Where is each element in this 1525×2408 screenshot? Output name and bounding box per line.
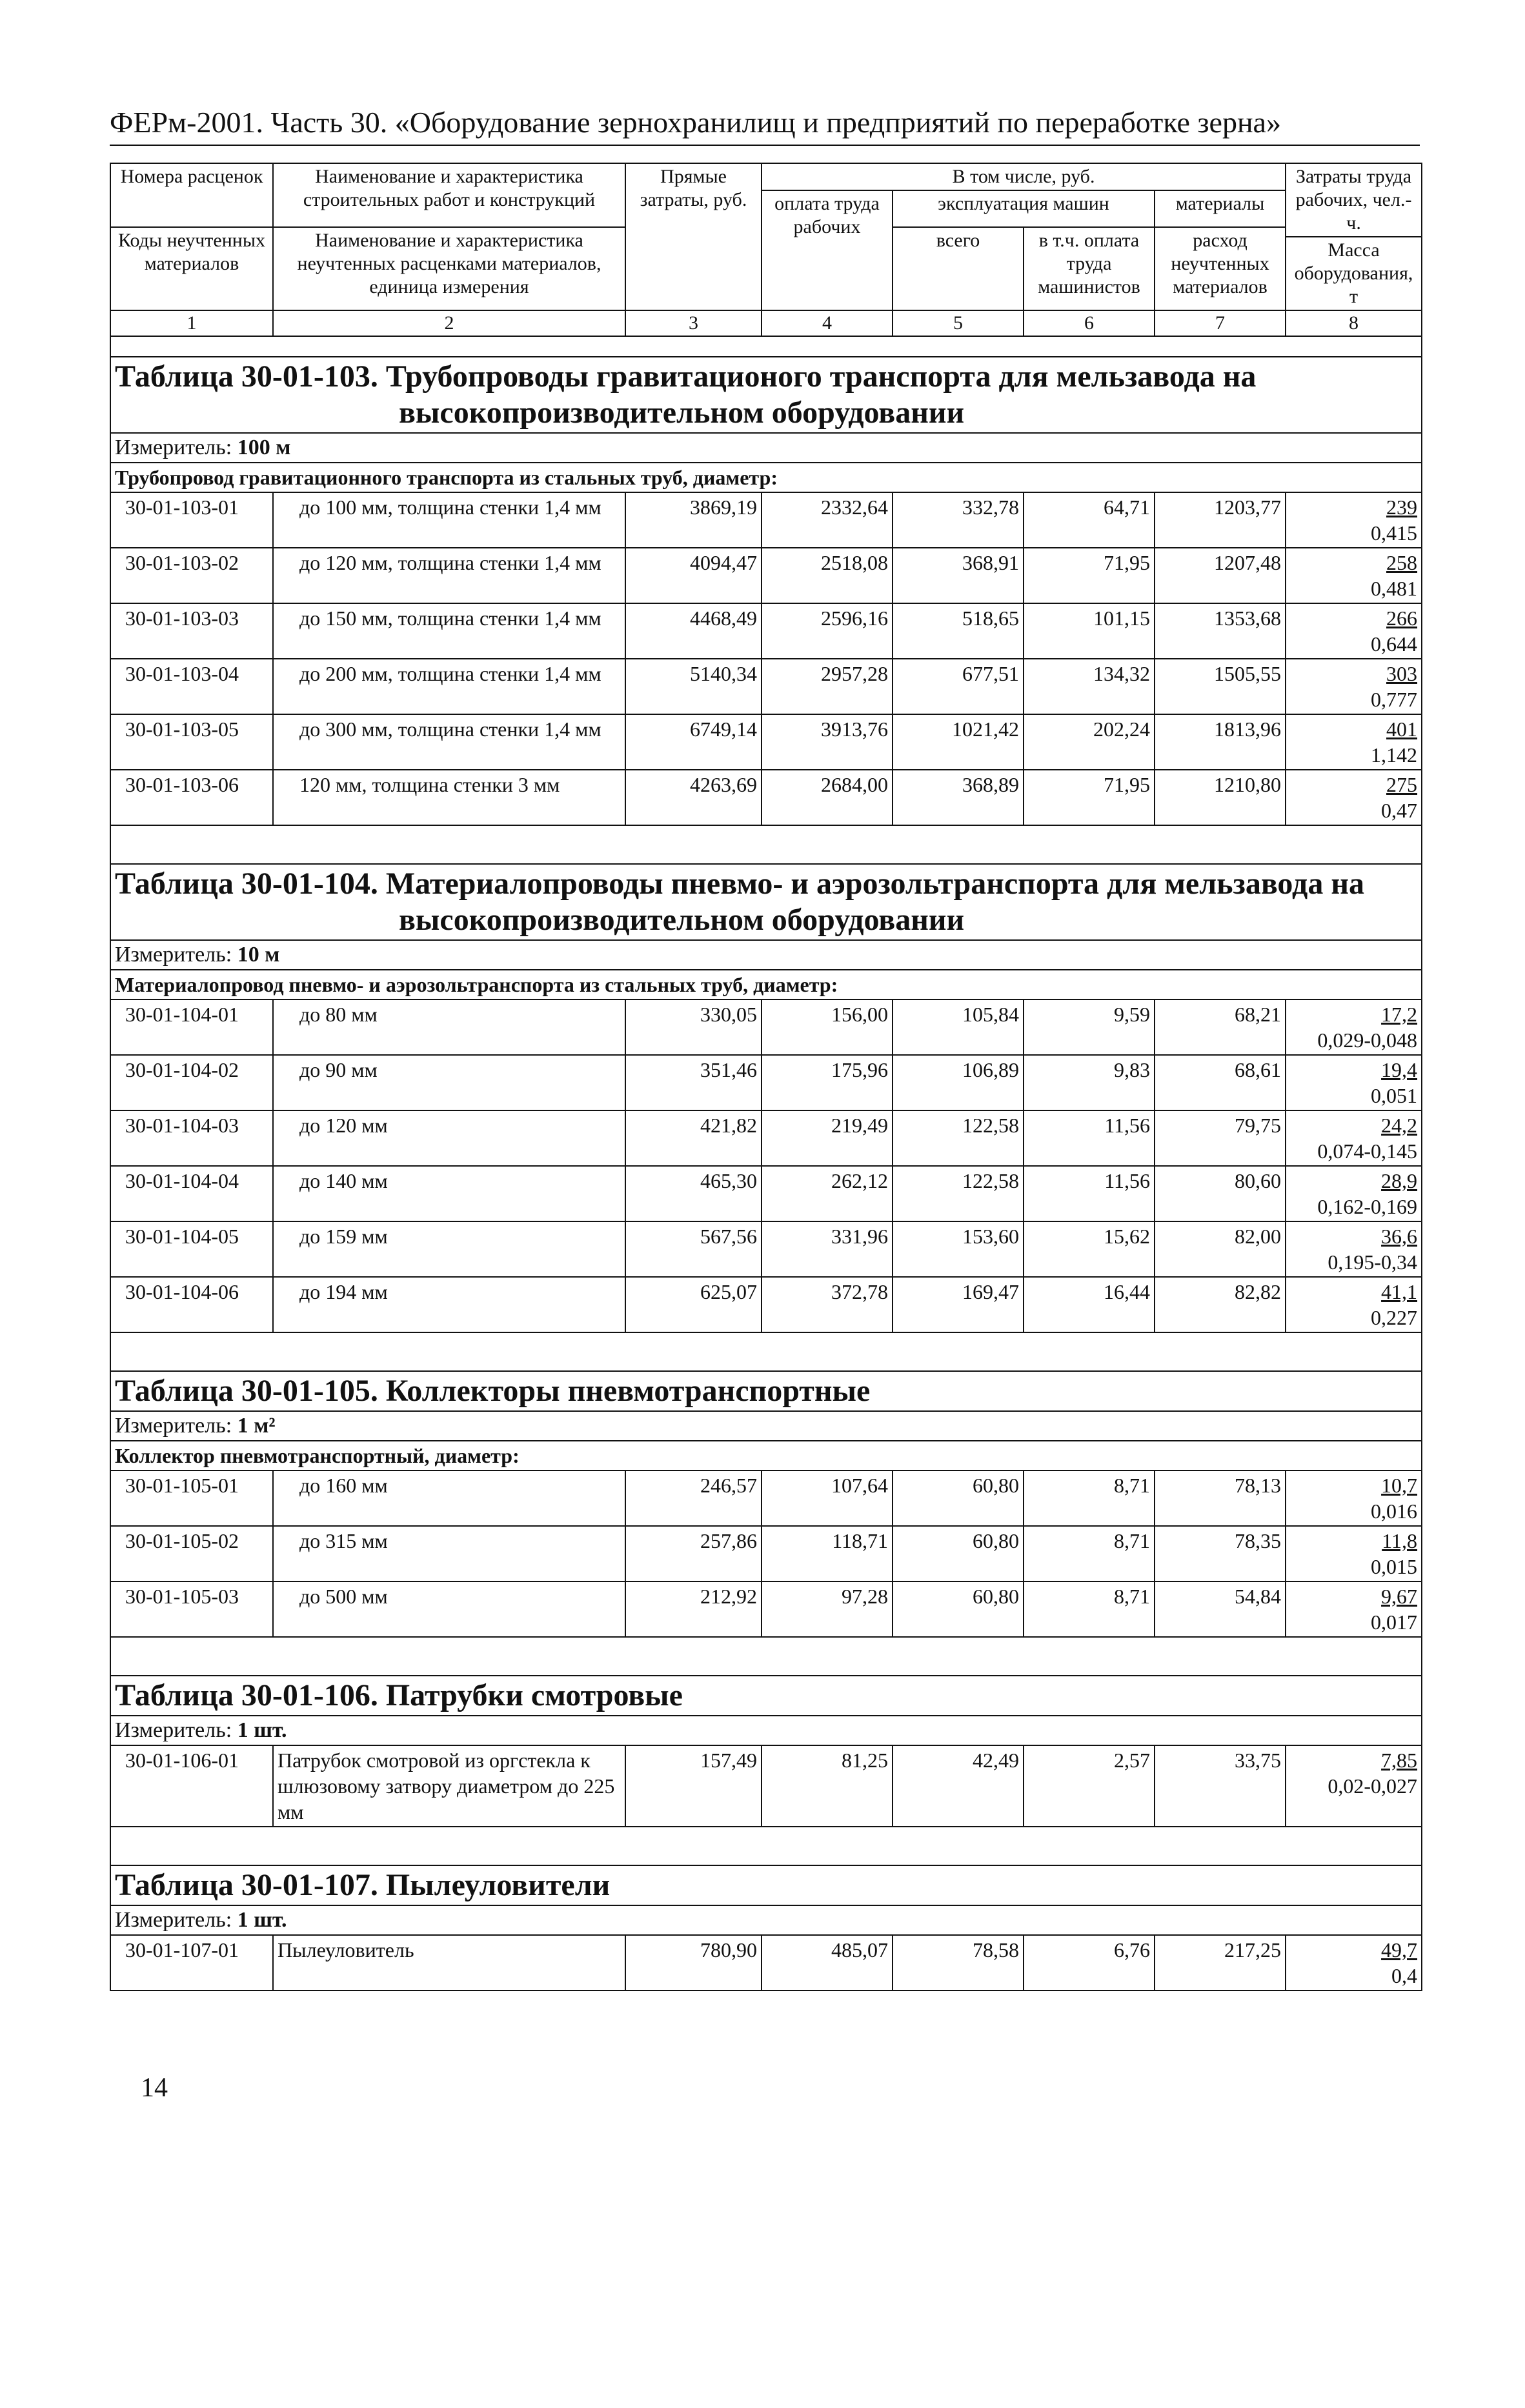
machines-total: 105,84 bbox=[893, 999, 1024, 1055]
rate-code: 30-01-103-01 bbox=[110, 492, 273, 548]
materials-cost: 1207,48 bbox=[1155, 548, 1286, 603]
rate-code: 30-01-103-03 bbox=[110, 603, 273, 659]
labor-hours: 24,2 bbox=[1381, 1114, 1418, 1137]
worker-pay: 2957,28 bbox=[762, 659, 893, 714]
column-number: 7 bbox=[1155, 310, 1286, 336]
page-header: ФЕРм-2001. Часть 30. «Оборудование зернохранилищ и предприятий по переработке зерна» bbox=[110, 105, 1420, 146]
table-row bbox=[110, 1470, 1422, 1526]
labor-hours: 275 bbox=[1386, 773, 1418, 796]
rate-code: 30-01-104-01 bbox=[110, 999, 273, 1055]
unit-row bbox=[110, 433, 1422, 463]
labor-hours: 17,2 bbox=[1381, 1003, 1418, 1026]
group-header-row bbox=[110, 1441, 1422, 1470]
labor-mass-cell bbox=[1286, 770, 1422, 825]
labor-mass-cell bbox=[1286, 1470, 1422, 1526]
col-header-direct-costs: Прямые затраты, руб. bbox=[625, 163, 762, 310]
table-number: Таблица 30-01-103. bbox=[115, 359, 378, 394]
machines-total: 60,80 bbox=[893, 1581, 1024, 1637]
equipment-mass: 0,415 bbox=[1371, 521, 1418, 545]
labor-mass-cell bbox=[1286, 548, 1422, 603]
unit-row bbox=[110, 1716, 1422, 1745]
column-number: 6 bbox=[1024, 310, 1155, 336]
table-title bbox=[110, 1865, 1422, 1905]
labor-mass-cell bbox=[1286, 492, 1422, 548]
materials-cost: 78,35 bbox=[1155, 1526, 1286, 1581]
table-title bbox=[110, 357, 1422, 433]
materials-cost: 1203,77 bbox=[1155, 492, 1286, 548]
labor-hours: 401 bbox=[1386, 717, 1418, 741]
labor-mass-cell bbox=[1286, 659, 1422, 714]
operator-pay: 6,76 bbox=[1024, 1935, 1155, 1991]
table-row bbox=[110, 1055, 1422, 1110]
materials-cost: 1505,55 bbox=[1155, 659, 1286, 714]
equipment-mass: 0,162-0,169 bbox=[1317, 1195, 1418, 1218]
labor-hours: 239 bbox=[1386, 496, 1418, 519]
direct-costs: 157,49 bbox=[625, 1745, 762, 1827]
labor-hours: 266 bbox=[1386, 607, 1418, 630]
equipment-mass: 0,195-0,34 bbox=[1328, 1250, 1418, 1274]
operator-pay: 134,32 bbox=[1024, 659, 1155, 714]
table-row bbox=[110, 492, 1422, 548]
table-title-line1: Коллекторы пневмотранспортные bbox=[385, 1374, 871, 1408]
table-title-line1: Пылеуловители bbox=[385, 1868, 611, 1902]
col-header-codes-bottom: Коды неучтенных материалов bbox=[110, 227, 273, 310]
rate-name: до 120 мм bbox=[273, 1110, 625, 1166]
group-header: Трубопровод гравитационного транспорта из стальных труб, диаметр: bbox=[110, 463, 1422, 492]
spacer-cell bbox=[110, 1332, 1422, 1371]
col-header-machines: эксплуатация машин bbox=[893, 190, 1155, 227]
group-header-row bbox=[110, 463, 1422, 492]
table-title-row bbox=[110, 357, 1422, 433]
materials-cost: 80,60 bbox=[1155, 1166, 1286, 1221]
table-row bbox=[110, 714, 1422, 770]
labor-hours: 7,85 bbox=[1381, 1749, 1418, 1772]
rate-code: 30-01-103-05 bbox=[110, 714, 273, 770]
unit-cell bbox=[110, 1716, 1422, 1745]
table-spacer bbox=[110, 1332, 1422, 1371]
spacer-cell bbox=[110, 1827, 1422, 1865]
rate-name: до 100 мм, толщина стенки 1,4 мм bbox=[273, 492, 625, 548]
machines-total: 518,65 bbox=[893, 603, 1024, 659]
materials-cost: 1813,96 bbox=[1155, 714, 1286, 770]
labor-hours: 303 bbox=[1386, 662, 1418, 685]
equipment-mass: 0,227 bbox=[1371, 1306, 1418, 1329]
machines-total: 42,49 bbox=[893, 1745, 1024, 1827]
spacer-cell bbox=[110, 825, 1422, 864]
operator-pay: 9,59 bbox=[1024, 999, 1155, 1055]
rates-table bbox=[110, 163, 1422, 1991]
col-header-codes-top: Номера расценок bbox=[110, 163, 273, 227]
labor-hours: 19,4 bbox=[1381, 1058, 1418, 1081]
operator-pay: 2,57 bbox=[1024, 1745, 1155, 1827]
table-row bbox=[110, 1581, 1422, 1637]
rate-name: до 140 мм bbox=[273, 1166, 625, 1221]
equipment-mass: 0,029-0,048 bbox=[1317, 1028, 1418, 1052]
direct-costs: 351,46 bbox=[625, 1055, 762, 1110]
column-number: 3 bbox=[625, 310, 762, 336]
column-numbers-row bbox=[110, 310, 1422, 336]
table-spacer bbox=[110, 825, 1422, 864]
unit-cell bbox=[110, 1411, 1422, 1441]
rate-name: Патрубок смотровой из оргстекла к шлюзовому затвору диаметром до 225 мм bbox=[273, 1745, 625, 1827]
table-row bbox=[110, 548, 1422, 603]
operator-pay: 8,71 bbox=[1024, 1526, 1155, 1581]
worker-pay: 331,96 bbox=[762, 1221, 893, 1277]
col-header-operator-pay: в т.ч. оплата труда машинистов bbox=[1024, 227, 1155, 310]
table-title-line1: Патрубки смотровые bbox=[385, 1678, 683, 1712]
unit-label: Измеритель: bbox=[115, 943, 232, 967]
labor-mass-cell bbox=[1286, 1110, 1422, 1166]
materials-cost: 68,61 bbox=[1155, 1055, 1286, 1110]
col-header-name-top: Наименование и характеристика строительных работ и конструкций bbox=[273, 163, 625, 227]
labor-hours: 28,9 bbox=[1381, 1169, 1418, 1192]
worker-pay: 372,78 bbox=[762, 1277, 893, 1332]
direct-costs: 257,86 bbox=[625, 1526, 762, 1581]
rate-name: до 80 мм bbox=[273, 999, 625, 1055]
unit-value: 1 шт. bbox=[237, 1718, 287, 1742]
table-row bbox=[110, 659, 1422, 714]
rate-code: 30-01-104-05 bbox=[110, 1221, 273, 1277]
worker-pay: 262,12 bbox=[762, 1166, 893, 1221]
unit-label: Измеритель: bbox=[115, 1414, 232, 1438]
rate-code: 30-01-104-06 bbox=[110, 1277, 273, 1332]
rate-code: 30-01-105-01 bbox=[110, 1470, 273, 1526]
operator-pay: 15,62 bbox=[1024, 1221, 1155, 1277]
col-header-materials: материалы bbox=[1155, 190, 1286, 227]
group-header: Коллектор пневмотранспортный, диаметр: bbox=[110, 1441, 1422, 1470]
direct-costs: 246,57 bbox=[625, 1470, 762, 1526]
labor-hours: 9,67 bbox=[1381, 1585, 1418, 1608]
column-number: 8 bbox=[1286, 310, 1422, 336]
table-row bbox=[110, 770, 1422, 825]
rate-code: 30-01-103-02 bbox=[110, 548, 273, 603]
rate-name: до 160 мм bbox=[273, 1470, 625, 1526]
worker-pay: 219,49 bbox=[762, 1110, 893, 1166]
table-number: Таблица 30-01-105. bbox=[115, 1374, 378, 1408]
materials-cost: 82,82 bbox=[1155, 1277, 1286, 1332]
unit-value: 1 шт. bbox=[237, 1908, 287, 1932]
operator-pay: 8,71 bbox=[1024, 1581, 1155, 1637]
materials-cost: 79,75 bbox=[1155, 1110, 1286, 1166]
equipment-mass: 0,051 bbox=[1371, 1084, 1418, 1107]
worker-pay: 485,07 bbox=[762, 1935, 893, 1991]
operator-pay: 101,15 bbox=[1024, 603, 1155, 659]
labor-hours: 36,6 bbox=[1381, 1225, 1418, 1248]
column-number: 2 bbox=[273, 310, 625, 336]
equipment-mass: 0,015 bbox=[1371, 1555, 1418, 1578]
worker-pay: 175,96 bbox=[762, 1055, 893, 1110]
labor-mass-cell bbox=[1286, 1526, 1422, 1581]
materials-cost: 68,21 bbox=[1155, 999, 1286, 1055]
worker-pay: 97,28 bbox=[762, 1581, 893, 1637]
unit-value: 1 м² bbox=[237, 1414, 276, 1438]
rate-code: 30-01-106-01 bbox=[110, 1745, 273, 1827]
rate-name: 120 мм, толщина стенки 3 мм bbox=[273, 770, 625, 825]
operator-pay: 11,56 bbox=[1024, 1166, 1155, 1221]
labor-mass-cell bbox=[1286, 1745, 1422, 1827]
rate-code: 30-01-104-03 bbox=[110, 1110, 273, 1166]
worker-pay: 2518,08 bbox=[762, 548, 893, 603]
labor-mass-cell bbox=[1286, 999, 1422, 1055]
unit-label: Измеритель: bbox=[115, 436, 232, 459]
group-header-row bbox=[110, 970, 1422, 999]
table-title-line2: высокопроизводительном оборудовании bbox=[399, 903, 965, 937]
unit-value: 100 м bbox=[237, 436, 291, 459]
col-header-name-bottom: Наименование и характеристика неучтенных расценками материалов, единица измерения bbox=[273, 227, 625, 310]
labor-mass-cell bbox=[1286, 1935, 1422, 1991]
column-header-row-1 bbox=[110, 163, 1422, 190]
rate-code: 30-01-104-02 bbox=[110, 1055, 273, 1110]
direct-costs: 567,56 bbox=[625, 1221, 762, 1277]
table-row bbox=[110, 1221, 1422, 1277]
table-number: Таблица 30-01-106. bbox=[115, 1678, 378, 1712]
materials-cost: 82,00 bbox=[1155, 1221, 1286, 1277]
materials-cost: 1210,80 bbox=[1155, 770, 1286, 825]
machines-total: 78,58 bbox=[893, 1935, 1024, 1991]
equipment-mass: 0,47 bbox=[1381, 799, 1418, 822]
unit-cell bbox=[110, 940, 1422, 970]
table-row bbox=[110, 1110, 1422, 1166]
unit-row bbox=[110, 1411, 1422, 1441]
operator-pay: 16,44 bbox=[1024, 1277, 1155, 1332]
table-row bbox=[110, 1166, 1422, 1221]
machines-total: 106,89 bbox=[893, 1055, 1024, 1110]
machines-total: 368,91 bbox=[893, 548, 1024, 603]
col-header-machines-total: всего bbox=[893, 227, 1024, 310]
unit-value: 10 м bbox=[237, 943, 280, 967]
rate-name: до 300 мм, толщина стенки 1,4 мм bbox=[273, 714, 625, 770]
spacer-cell bbox=[110, 1637, 1422, 1676]
worker-pay: 2596,16 bbox=[762, 603, 893, 659]
direct-costs: 421,82 bbox=[625, 1110, 762, 1166]
equipment-mass: 0,017 bbox=[1371, 1610, 1418, 1634]
rate-code: 30-01-105-02 bbox=[110, 1526, 273, 1581]
table-title-line1: Трубопроводы гравитационого транспорта для мельзавода на bbox=[385, 359, 1257, 394]
table-number: Таблица 30-01-104. bbox=[115, 867, 378, 901]
col-header-equipment-mass: Масса оборудования, т bbox=[1286, 237, 1422, 310]
machines-total: 169,47 bbox=[893, 1277, 1024, 1332]
materials-cost: 1353,68 bbox=[1155, 603, 1286, 659]
labor-mass-cell bbox=[1286, 1055, 1422, 1110]
machines-total: 368,89 bbox=[893, 770, 1024, 825]
table-spacer bbox=[110, 1637, 1422, 1676]
labor-mass-cell bbox=[1286, 1166, 1422, 1221]
table-row bbox=[110, 603, 1422, 659]
table-title bbox=[110, 864, 1422, 940]
direct-costs: 780,90 bbox=[625, 1935, 762, 1991]
direct-costs: 330,05 bbox=[625, 999, 762, 1055]
materials-cost: 217,25 bbox=[1155, 1935, 1286, 1991]
col-header-including: В том числе, руб. bbox=[762, 163, 1286, 190]
materials-cost: 33,75 bbox=[1155, 1745, 1286, 1827]
table-row bbox=[110, 1745, 1422, 1827]
equipment-mass: 0,016 bbox=[1371, 1500, 1418, 1523]
rate-name: до 150 мм, толщина стенки 1,4 мм bbox=[273, 603, 625, 659]
labor-hours: 49,7 bbox=[1381, 1938, 1418, 1962]
machines-total: 60,80 bbox=[893, 1470, 1024, 1526]
table-title bbox=[110, 1676, 1422, 1716]
machines-total: 677,51 bbox=[893, 659, 1024, 714]
labor-hours: 11,8 bbox=[1382, 1529, 1418, 1552]
operator-pay: 71,95 bbox=[1024, 770, 1155, 825]
direct-costs: 3869,19 bbox=[625, 492, 762, 548]
rate-name: до 120 мм, толщина стенки 1,4 мм bbox=[273, 548, 625, 603]
labor-mass-cell bbox=[1286, 1581, 1422, 1637]
table-row bbox=[110, 1277, 1422, 1332]
table-title-row bbox=[110, 1371, 1422, 1411]
machines-total: 60,80 bbox=[893, 1526, 1024, 1581]
worker-pay: 156,00 bbox=[762, 999, 893, 1055]
rate-name: до 500 мм bbox=[273, 1581, 625, 1637]
direct-costs: 5140,34 bbox=[625, 659, 762, 714]
col-header-labor-hours: Затраты труда рабочих, чел.-ч. bbox=[1286, 163, 1422, 237]
operator-pay: 8,71 bbox=[1024, 1470, 1155, 1526]
direct-costs: 4468,49 bbox=[625, 603, 762, 659]
rate-code: 30-01-103-04 bbox=[110, 659, 273, 714]
column-number: 1 bbox=[110, 310, 273, 336]
direct-costs: 4263,69 bbox=[625, 770, 762, 825]
labor-hours: 10,7 bbox=[1381, 1474, 1418, 1497]
operator-pay: 71,95 bbox=[1024, 548, 1155, 603]
labor-mass-cell bbox=[1286, 603, 1422, 659]
spacer-cell bbox=[110, 336, 1422, 357]
operator-pay: 64,71 bbox=[1024, 492, 1155, 548]
machines-total: 1021,42 bbox=[893, 714, 1024, 770]
table-spacer bbox=[110, 1827, 1422, 1865]
worker-pay: 3913,76 bbox=[762, 714, 893, 770]
column-number: 4 bbox=[762, 310, 893, 336]
column-number: 5 bbox=[893, 310, 1024, 336]
worker-pay: 81,25 bbox=[762, 1745, 893, 1827]
rate-name: до 159 мм bbox=[273, 1221, 625, 1277]
worker-pay: 2332,64 bbox=[762, 492, 893, 548]
unit-cell bbox=[110, 1905, 1422, 1935]
machines-total: 332,78 bbox=[893, 492, 1024, 548]
operator-pay: 202,24 bbox=[1024, 714, 1155, 770]
unit-cell bbox=[110, 433, 1422, 463]
unit-row bbox=[110, 940, 1422, 970]
table-title-line2: высокопроизводительном оборудовании bbox=[399, 396, 965, 430]
rate-name: до 90 мм bbox=[273, 1055, 625, 1110]
materials-cost: 54,84 bbox=[1155, 1581, 1286, 1637]
materials-cost: 78,13 bbox=[1155, 1470, 1286, 1526]
equipment-mass: 0,644 bbox=[1371, 632, 1418, 656]
page-number: 14 bbox=[141, 2073, 168, 2103]
unit-label: Измеритель: bbox=[115, 1908, 232, 1932]
direct-costs: 4094,47 bbox=[625, 548, 762, 603]
labor-hours: 258 bbox=[1386, 551, 1418, 574]
rate-name: до 315 мм bbox=[273, 1526, 625, 1581]
machines-total: 153,60 bbox=[893, 1221, 1024, 1277]
equipment-mass: 1,142 bbox=[1371, 743, 1418, 767]
rate-name: до 200 мм, толщина стенки 1,4 мм bbox=[273, 659, 625, 714]
rate-name: Пылеуловитель bbox=[273, 1935, 625, 1991]
direct-costs: 625,07 bbox=[625, 1277, 762, 1332]
labor-mass-cell bbox=[1286, 714, 1422, 770]
operator-pay: 9,83 bbox=[1024, 1055, 1155, 1110]
col-header-material-use: расход неучтенных материалов bbox=[1155, 227, 1286, 310]
table-title bbox=[110, 1371, 1422, 1411]
table-title-line1: Материалопроводы пневмо- и аэрозольтранспорта для мельзавода на bbox=[385, 867, 1364, 901]
direct-costs: 465,30 bbox=[625, 1166, 762, 1221]
rate-name: до 194 мм bbox=[273, 1277, 625, 1332]
direct-costs: 6749,14 bbox=[625, 714, 762, 770]
group-header: Материалопровод пневмо- и аэрозольтранспорта из стальных труб, диаметр: bbox=[110, 970, 1422, 999]
equipment-mass: 0,777 bbox=[1371, 688, 1418, 711]
operator-pay: 11,56 bbox=[1024, 1110, 1155, 1166]
col-header-worker-pay: оплата труда рабочих bbox=[762, 190, 893, 310]
unit-row bbox=[110, 1905, 1422, 1935]
rates-table-frame bbox=[110, 163, 1421, 2408]
direct-costs: 212,92 bbox=[625, 1581, 762, 1637]
table-title-row bbox=[110, 1865, 1422, 1905]
table-row bbox=[110, 999, 1422, 1055]
table-row bbox=[110, 1935, 1422, 1991]
table-number: Таблица 30-01-107. bbox=[115, 1868, 378, 1902]
table-title-row bbox=[110, 1676, 1422, 1716]
table-spacer bbox=[110, 336, 1422, 357]
equipment-mass: 0,481 bbox=[1371, 577, 1418, 600]
equipment-mass: 0,4 bbox=[1391, 1964, 1418, 1987]
worker-pay: 2684,00 bbox=[762, 770, 893, 825]
rate-code: 30-01-107-01 bbox=[110, 1935, 273, 1991]
machines-total: 122,58 bbox=[893, 1166, 1024, 1221]
rate-code: 30-01-105-03 bbox=[110, 1581, 273, 1637]
table-title-row bbox=[110, 864, 1422, 940]
equipment-mass: 0,074-0,145 bbox=[1317, 1139, 1418, 1163]
labor-hours: 41,1 bbox=[1381, 1280, 1418, 1303]
table-row bbox=[110, 1526, 1422, 1581]
unit-label: Измеритель: bbox=[115, 1718, 232, 1742]
labor-mass-cell bbox=[1286, 1277, 1422, 1332]
worker-pay: 107,64 bbox=[762, 1470, 893, 1526]
equipment-mass: 0,02-0,027 bbox=[1328, 1774, 1418, 1798]
worker-pay: 118,71 bbox=[762, 1526, 893, 1581]
machines-total: 122,58 bbox=[893, 1110, 1024, 1166]
labor-mass-cell bbox=[1286, 1221, 1422, 1277]
rate-code: 30-01-103-06 bbox=[110, 770, 273, 825]
rate-code: 30-01-104-04 bbox=[110, 1166, 273, 1221]
